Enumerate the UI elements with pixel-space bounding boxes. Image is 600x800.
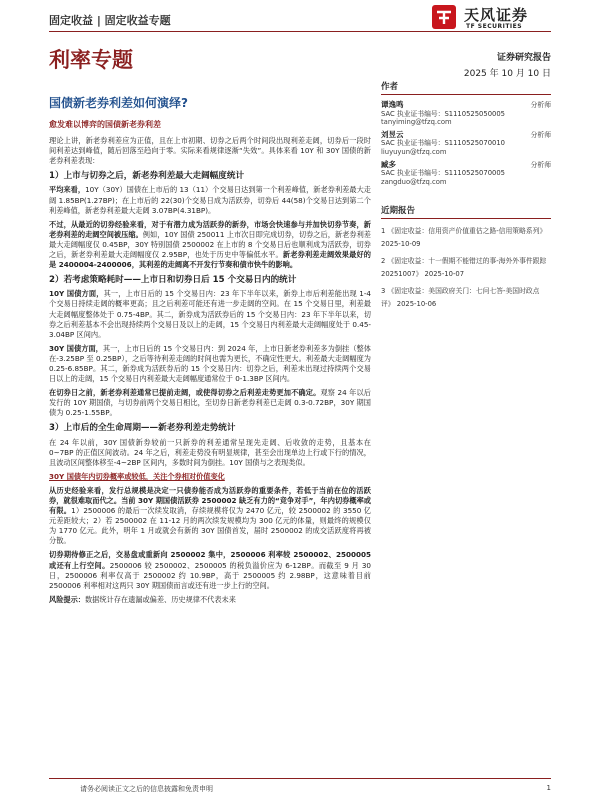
paragraph-1: 平均来看，10Y（30Y）国债在上市后的 13（11）个交易日达到第一个利差峰值，新老券利差最大走阔 1.85BP(1.27BP)；在上市后的 22(30)个交易日成为活跃券，切券后 44(58)个交易日达到第二个利差峰值，新老券利差最大走阔 3.07BP(4.31BP)。 — [49, 185, 371, 215]
report-category: 固定收益 | 固定收益专题 — [49, 14, 171, 27]
paragraph-4: 30Y 国债方面，其一，上市日后的 15 个交易日内：到 2024 年，上市日新老券利差多为倒挂（整体在-3.25BP 至 0.25BP），之后等待利差走阔的时间也需为更长，不确定性更大。利差最大走阔幅度为 0.25-6.85BP。其二，新券成为活跃券后的 15 个交易日内：切券之后，利差未出现过持续两个交易日以上的走阔，15 个交易日内利差最大走阔幅度通常位于 0-1.3BP 区间内。 — [49, 343, 371, 384]
logo-mark-icon — [430, 3, 458, 31]
recent-report-item[interactable]: 2 《固定收益：十一假期不能错过的事-海外外事件跟踪 20251007》 2025-10-07 — [381, 257, 547, 279]
logo-text-cn: 天风证券 — [464, 6, 529, 24]
subheading-3: 3）上市后的全生命周期——新老券利差走势统计 — [49, 423, 236, 434]
analyst-list — [381, 101, 551, 186]
analyst-name: 臧多 — [381, 159, 396, 169]
recent-report-item[interactable]: 3 《固定收益：美国政府关门：七问七答-美国时政点评》 2025-10-06 — [381, 287, 540, 309]
recent-reports-header: 近期报告 — [381, 204, 551, 219]
analyst-role: 分析师 — [530, 130, 551, 139]
analyst-card — [381, 161, 551, 187]
analyst-name: 谭逸鸣 — [381, 100, 404, 109]
report-date: 2025 年 10 月 10 日 — [463, 69, 551, 79]
paragraph-5: 在切券日之前，新老券利差通常已提前走阔，或使得切券之后利差走势更加不确定。观察 24 年以后发行的 10Y 期国债，与切券前两个交易日相比，至切券日新老券利差已走阔 0.3-0.72BP，30Y 期国债为 0.25-1.55BP。 — [49, 388, 371, 418]
header-divider — [49, 31, 551, 32]
analyst-card — [381, 101, 551, 127]
sidebar — [381, 80, 551, 315]
report-subtitle: 国债新老券利差如何演绎? — [49, 96, 188, 110]
company-logo — [430, 2, 555, 34]
analyst-email[interactable]: tanyiming@tfzq.com — [381, 118, 452, 127]
authors-header: 作者 — [381, 80, 551, 95]
recent-report-item[interactable]: 1 《固定收益：信用资产价值重估之路-信用策略系列》 2025-10-09 — [381, 227, 547, 249]
risk-warning: 风险提示：数据统计存在遗漏或偏差、历史规律不代表未来 — [49, 594, 236, 604]
logo-text-en: TF SECURITIES — [466, 23, 523, 30]
page-title: 利率专题 — [49, 48, 133, 72]
analyst-sac: SAC 执业证书编号：S1110525070010 — [381, 139, 505, 148]
footer-divider — [49, 778, 551, 779]
report-type: 证券研究报告 — [496, 53, 551, 63]
main-body — [49, 120, 371, 609]
subheading-2: 2）若考虑策略耗时——上市日和切券日后 15 个交易日内的统计 — [49, 275, 297, 286]
analyst-sac: SAC 执业证书编号：S1110525050005 — [381, 109, 505, 118]
recent-reports — [381, 204, 551, 311]
analyst-email[interactable]: liuyuyun@tfzq.com — [381, 147, 447, 156]
paragraph-3: 10Y 国债方面，其一，上市日后的 15 个交易日内：23 年下半年以来，新券上市后利差能出现 1-4 个交易日持续走阔的概率更高；且之后利差可能还有进一步走阔的空间。在 15 个交易日里，利差最大走阔幅度整体处于 0.75-4BP。其二，新券成为活跃券后的 15 个交易日内：23 年下半年以来，切券之后利差基本不会出现持续两个交易日及以上的走阔，15 个交易日内利差最大走阔幅度处于 0.45-3.04BP 区间内。 — [49, 289, 371, 339]
page-number: 1 — [546, 784, 551, 792]
intro-paragraph: 理论上讲，新老券利差应为正值，且在上市初期、切券之后两个时间段出现利差走阔，切券后一段时间利差达到峰值，随后回落至趋向于零。实际来看规律逐渐“失效”。具体来看 10Y 和 30Y 国债的新老券利差表现： — [49, 136, 371, 166]
paragraph-7: 从历史经验来看，发行总规模是决定一只债券能否成为活跃券的重要条件，若低于当前在位的活跃券，就很难取而代之。当前 30Y 期国债活跃券 2500002 缺乏有力的“竞争对手”，年内切券概率或有限。1）2500006 的最后一次续发取消，存续规模将仅为 2470 亿元，较 2500002 的 3550 亿元差距较大；2）若 2500002 在 11-12 月的两次续发规模均为 300 亿元的体量，则最终的规模仅为 1770 亿元。此外，明年 1 月或就会有新的 30Y 国债首发，届时 2500002 的成交活跃度将再被分散。 — [49, 485, 371, 546]
section-heading: 愈发难以博弈的国债新老券利差 — [49, 120, 161, 129]
analyst-card — [381, 131, 551, 157]
analyst-email[interactable]: zangduo@tfzq.com — [381, 177, 447, 186]
footer-disclaimer: 请务必阅读正文之后的信息披露和免责申明 — [80, 785, 213, 793]
recent-report-list — [381, 225, 551, 311]
analyst-sac: SAC 执业证书编号：S1110525070005 — [381, 169, 505, 178]
paragraph-2: 不过，从最近的切券经验来看，对于有潜力成为活跃券的新券，市场会快速参与并加快切券节奏，新老券利差的走阔空间被压缩。例如，10Y 国债 250011 上市次日即完成切券，切券之后，新老券利差最大走阔幅度仅 0.45BP，30Y 特别国债 2500002 在上市的 8 个交易日后也顺利成为活跃券，切券之后，新老券利差最大走阔幅度仅 2.95BP，也处于历史中等偏低水平。新老券利差走阔效果最好的是 2400004-2400006，其利差的走阔离不开发行节奏和债市快牛的影响。 — [49, 219, 371, 270]
analyst-role: 分析师 — [530, 160, 551, 169]
subheading-1: 1）上市与切券之后，新老券利差最大走阔幅度统计 — [49, 171, 245, 182]
paragraph-6: 在 24 年以前，30Y 国债新券较前一只新券的利差通常呈现先走阔、后收敛的走势，且基本在 0~7BP 的正值区间波动。24 年之后，利差走势没有明显规律，甚至会出现单边上行或下行的情况，且波动区间整体移至-4~2BP 区间内，多数时间为倒挂。10Y 国债与之表现类似。 — [49, 437, 371, 467]
analyst-name: 刘昱云 — [381, 129, 404, 139]
paragraph-8: 切券期待修正之后，交易盘或重新向 2500002 集中，2500006 利率较 2500002、2500005 或还有上行空间。2500006 较 2500002、2500005 的税负溢价应为 6-12BP。而截至 9 月 30 日，2500006 利率仅高于 2500002 约 10.9BP，高于 2500005 约 2.98BP，这意味着目前 2500006 利率相对这两只 30Y 期国债而言或还有进一步上行的空间。 — [49, 550, 371, 590]
analyst-role: 分析师 — [530, 101, 551, 109]
subheading-4: 30Y 国债年内切券概率或较低，关注个券相对价值变化 — [49, 471, 225, 481]
